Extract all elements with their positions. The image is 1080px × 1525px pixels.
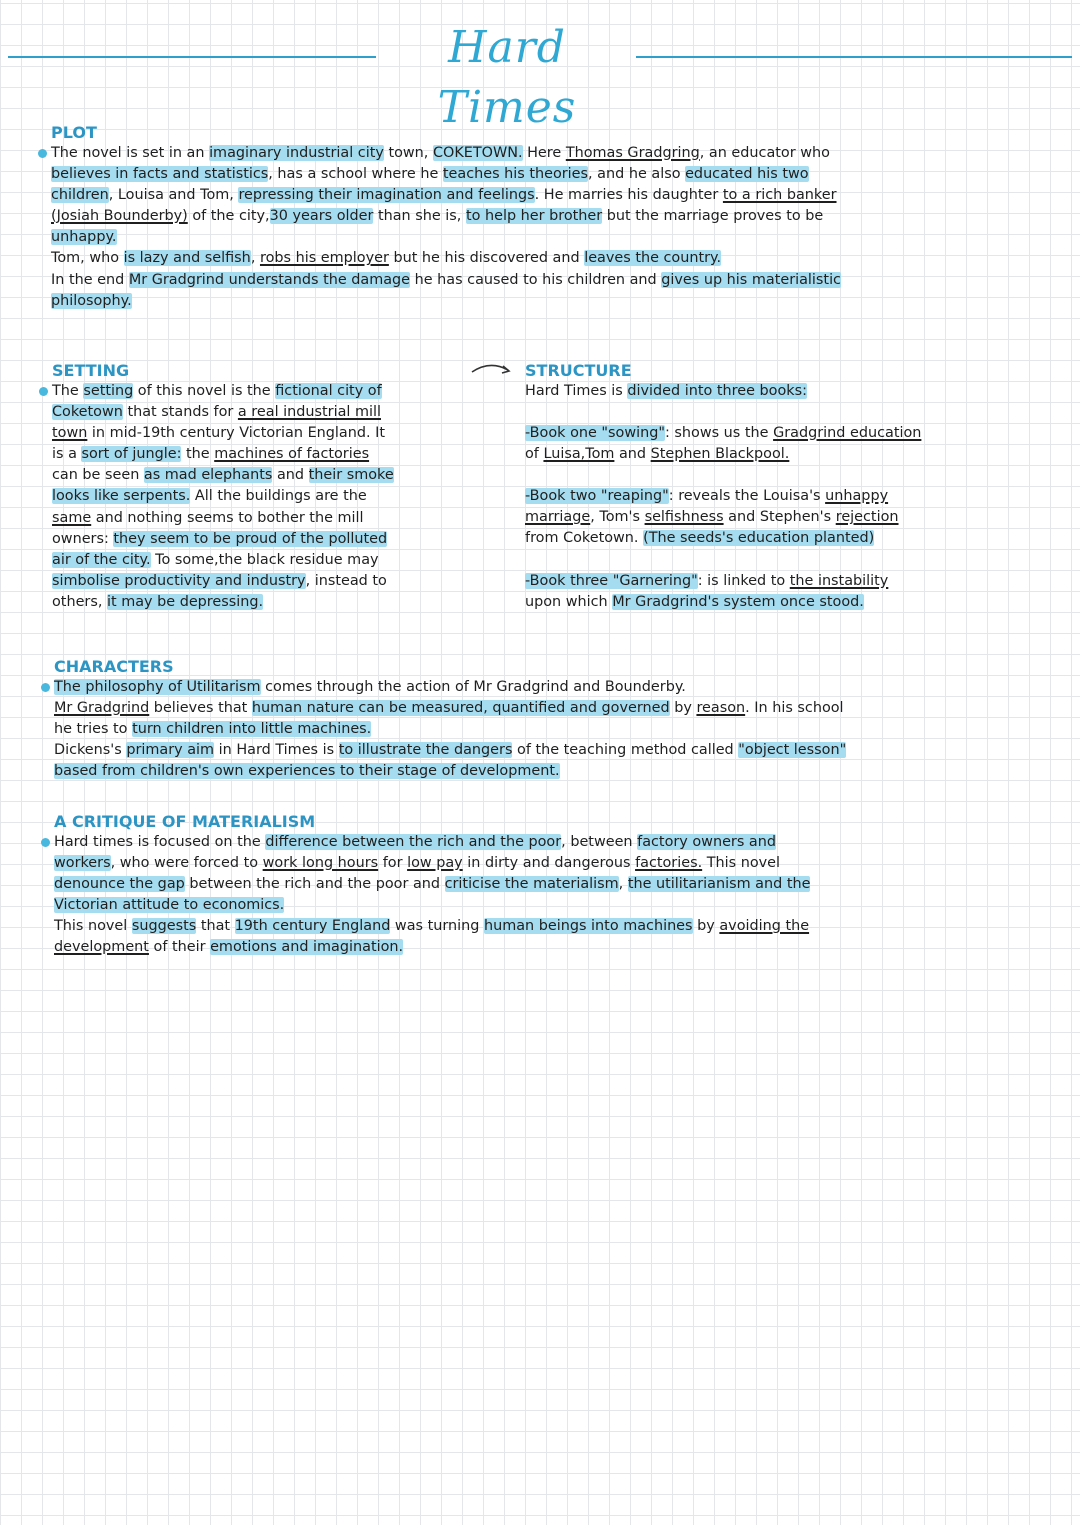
characters-line (54, 698, 1064, 719)
text-run: human beings into machines (483, 918, 693, 935)
text-run: criticise the materialism (444, 876, 619, 893)
text-run: imaginary industrial city (209, 145, 384, 161)
text-run: and (272, 467, 309, 484)
setting-paragraph (52, 381, 482, 613)
text-run: , (250, 250, 260, 267)
text-run: Dickens's (54, 742, 127, 759)
critique-line (54, 832, 1054, 853)
text-run: upon which (525, 593, 613, 610)
text-run: gives up his materialistic (661, 271, 841, 288)
text-run: -Book two "reaping" (525, 488, 669, 505)
text-run: Mr Gradgrind's system once stood. (612, 593, 864, 610)
text-run: setting (83, 383, 134, 399)
text-run: "object lesson" (738, 742, 847, 759)
text-run: avoiding the (719, 918, 810, 935)
setting-line (52, 508, 482, 529)
characters-line (54, 740, 1064, 761)
text-run: primary aim (126, 742, 215, 759)
plot-line (51, 164, 1051, 185)
text-run: educated his two (685, 166, 809, 183)
text-run: that (196, 918, 235, 935)
text-run: factory owners and (637, 834, 776, 850)
critique-line (54, 916, 1054, 937)
critique-line (54, 853, 1054, 874)
setting-line (52, 402, 482, 423)
plot-line (51, 291, 1051, 312)
text-run: Coketown (52, 404, 123, 421)
text-run: , and he also (588, 166, 686, 183)
setting-heading: SETTING (52, 361, 130, 380)
text-run: Mr Gradgrind (54, 700, 150, 717)
text-run: (The seeds's education planted) (643, 530, 875, 547)
text-run: as mad elephants (143, 467, 273, 484)
critique-line (54, 874, 1054, 895)
book-one-line (525, 444, 1045, 465)
text-run: that stands for (122, 404, 238, 421)
plot-line (51, 185, 1051, 206)
text-run: they seem to be proud of the polluted (113, 530, 388, 547)
text-run: than she is, (373, 208, 466, 225)
text-run: by (669, 700, 697, 717)
characters-line (54, 761, 1064, 782)
setting-line (52, 486, 482, 507)
characters-heading: CHARACTERS (54, 657, 174, 676)
critique-paragraph (54, 832, 1054, 959)
book-one-line (525, 423, 1045, 444)
text-run: Mr Gradgrind understands the damage (128, 271, 411, 288)
setting-section (52, 360, 482, 613)
text-run: Hard times is focused on the (54, 834, 266, 850)
text-run: . He marries his daughter (534, 187, 723, 204)
text-run: The novel is set in an (51, 145, 210, 161)
text-run: can be seen (52, 467, 144, 484)
text-run: but the marriage proves to be (602, 208, 824, 225)
text-run: , instead to (305, 572, 387, 589)
setting-line (52, 444, 482, 465)
plot-line (51, 227, 1051, 248)
plot-section (51, 122, 1051, 312)
structure-line (525, 381, 1045, 402)
text-run: of (525, 446, 544, 463)
text-run: marriage (525, 509, 591, 526)
text-run: others, (52, 593, 107, 610)
text-run: turn children into little machines. (132, 721, 372, 738)
setting-line (52, 529, 482, 550)
text-run: believes that (149, 700, 252, 717)
plot-line (51, 206, 1051, 227)
text-run: but he his discovered and (388, 250, 585, 267)
structure-paragraph (525, 381, 1045, 613)
characters-section (54, 656, 1064, 782)
text-run: from Coketown. (525, 530, 644, 547)
text-run: The philosophy of Utilitarism (54, 679, 261, 695)
text-run: -Book three "Garnering" (525, 572, 698, 589)
text-run: , who were forced to (110, 855, 263, 872)
text-run: their smoke (308, 467, 394, 484)
text-run: unhappy. (51, 229, 117, 246)
critique-heading: A CRITIQUE OF MATERIALISM (54, 812, 316, 831)
setting-line (52, 571, 482, 592)
text-run: sort of jungle: (81, 446, 182, 463)
text-run: Stephen Blackpool. (650, 446, 790, 463)
text-run: unhappy (825, 488, 889, 505)
setting-line (52, 592, 482, 613)
text-run: Luisa,Tom (543, 446, 615, 463)
text-run: factories. (635, 855, 703, 872)
text-run: children (51, 187, 109, 204)
text-run: machines of factories (214, 446, 370, 463)
title-rule-right (636, 56, 1072, 58)
setting-line (52, 550, 482, 571)
text-run: rejection (835, 509, 899, 526)
text-run: philosophy. (51, 292, 132, 309)
text-run: leaves the country. (584, 250, 722, 267)
text-run: for (378, 855, 408, 872)
characters-line (54, 677, 1064, 698)
text-run: , (618, 876, 628, 893)
text-run: teaches his theories (442, 166, 589, 183)
text-run: simbolise productivity and industry (52, 572, 306, 589)
title-rule-left (8, 56, 376, 58)
text-run: the (181, 446, 215, 463)
text-run: selfishness (644, 509, 724, 526)
book-two-line (525, 528, 1045, 549)
text-run: he has caused to his children and (410, 271, 662, 288)
text-run: divided into three books: (627, 383, 807, 399)
book-three-line (525, 592, 1045, 613)
text-run: , has a school where he (268, 166, 443, 183)
text-run: Tom, who (51, 250, 124, 267)
text-run: suggests (131, 918, 197, 935)
text-run: robs his employer (259, 250, 389, 267)
text-run: emotions and imagination. (210, 939, 404, 956)
book-three-line (525, 571, 1045, 592)
text-run: -Book one "sowing" (525, 425, 665, 442)
plot-paragraph (51, 143, 1051, 312)
text-run: fictional city of (275, 383, 382, 399)
text-run: the instability (789, 572, 889, 589)
text-run: between the rich and the poor and (184, 876, 445, 893)
text-run: development (54, 939, 149, 956)
text-run: low pay (407, 855, 463, 872)
text-run: workers (54, 855, 111, 872)
text-run: in Hard Times is (214, 742, 339, 759)
text-run: Hard Times is (525, 383, 628, 399)
text-run: , between (561, 834, 638, 850)
text-run: and Stephen's (723, 509, 836, 526)
text-run: is lazy and selfish (123, 250, 251, 267)
characters-paragraph (54, 677, 1064, 782)
text-run: and (614, 446, 651, 463)
text-run: a real industrial mill (237, 404, 381, 421)
text-run: denounce the gap (54, 876, 185, 893)
text-run: : reveals the Louisa's (668, 488, 826, 505)
text-run: repressing their imagination and feelings (238, 187, 535, 204)
text-run: Here (522, 145, 566, 161)
text-run: reason (696, 700, 746, 717)
text-run: This novel (54, 918, 132, 935)
plot-line (51, 248, 1051, 269)
text-run: in dirty and dangerous (462, 855, 636, 872)
text-run: , an educator who (699, 145, 830, 161)
plot-line (51, 143, 1051, 164)
curved-arrow-icon (470, 358, 520, 378)
text-run: To some,the black residue may (150, 551, 379, 568)
text-run: difference between the rich and the poor (265, 834, 562, 850)
text-run: of the teaching method called (512, 742, 739, 759)
text-run: of this novel is the (133, 383, 276, 399)
text-run: to illustrate the dangers (338, 742, 513, 759)
text-run: (Josiah Bounderby) (51, 208, 188, 225)
characters-line (54, 719, 1064, 740)
text-run: 19th century England (234, 918, 391, 935)
text-run: , Louisa and Tom, (108, 187, 239, 204)
text-run: air of the city. (52, 551, 151, 568)
text-run: of the city, (187, 208, 270, 225)
book-two-line (525, 507, 1045, 528)
text-run: owners: (52, 530, 114, 547)
critique-section (54, 811, 1054, 959)
text-run: he tries to (54, 721, 133, 738)
text-run: work long hours (262, 855, 379, 872)
text-run: to help her brother (465, 208, 603, 225)
text-run: In the end (51, 271, 129, 288)
text-run: in mid-19th century Victorian England. It (87, 425, 386, 442)
setting-line (52, 381, 482, 402)
text-run: looks like serpents. (52, 488, 191, 505)
text-run: same (52, 509, 92, 526)
text-run: it may be depressing. (106, 593, 264, 610)
text-run: town (52, 425, 88, 442)
text-run: based from children's own experiences to their stage of development. (54, 763, 560, 780)
setting-line (52, 465, 482, 486)
text-run: Victorian attitude to economics. (54, 897, 285, 914)
text-run: . In his school (745, 700, 844, 717)
text-run: : is linked to (697, 572, 790, 589)
text-run: , Tom's (590, 509, 645, 526)
text-run: COKETOWN. (432, 145, 523, 161)
text-run: by (692, 918, 720, 935)
text-run: human nature can be measured, quantified and governed (251, 700, 670, 717)
text-run: Gradgrind education (773, 425, 922, 442)
page-title: Hard Times (437, 22, 577, 133)
structure-section (525, 360, 1045, 613)
text-run: 30 years older (269, 208, 374, 225)
text-run: All the buildings are the (190, 488, 367, 505)
plot-heading: PLOT (51, 123, 97, 142)
text-run: was turning (390, 918, 484, 935)
text-run: comes through the action of Mr Gradgrind and Bounderby. (260, 679, 686, 695)
text-run: the utilitarianism and the (627, 876, 811, 893)
book-two-line (525, 486, 1045, 507)
text-run: is a (52, 446, 82, 463)
text-run: believes in facts and statistics (51, 166, 269, 183)
critique-line (54, 895, 1054, 916)
text-run: of their (148, 939, 211, 956)
critique-line (54, 937, 1054, 958)
text-run: Thomas Gradgring (565, 145, 700, 161)
text-run: This novel (702, 855, 781, 872)
plot-line (51, 270, 1051, 291)
text-run: to a rich banker (722, 187, 837, 204)
text-run: : shows us the (665, 425, 774, 442)
structure-heading: STRUCTURE (525, 361, 632, 380)
text-run: town, (383, 145, 433, 161)
setting-line (52, 423, 482, 444)
text-run: and nothing seems to bother the mill (91, 509, 364, 526)
text-run: The (52, 383, 84, 399)
